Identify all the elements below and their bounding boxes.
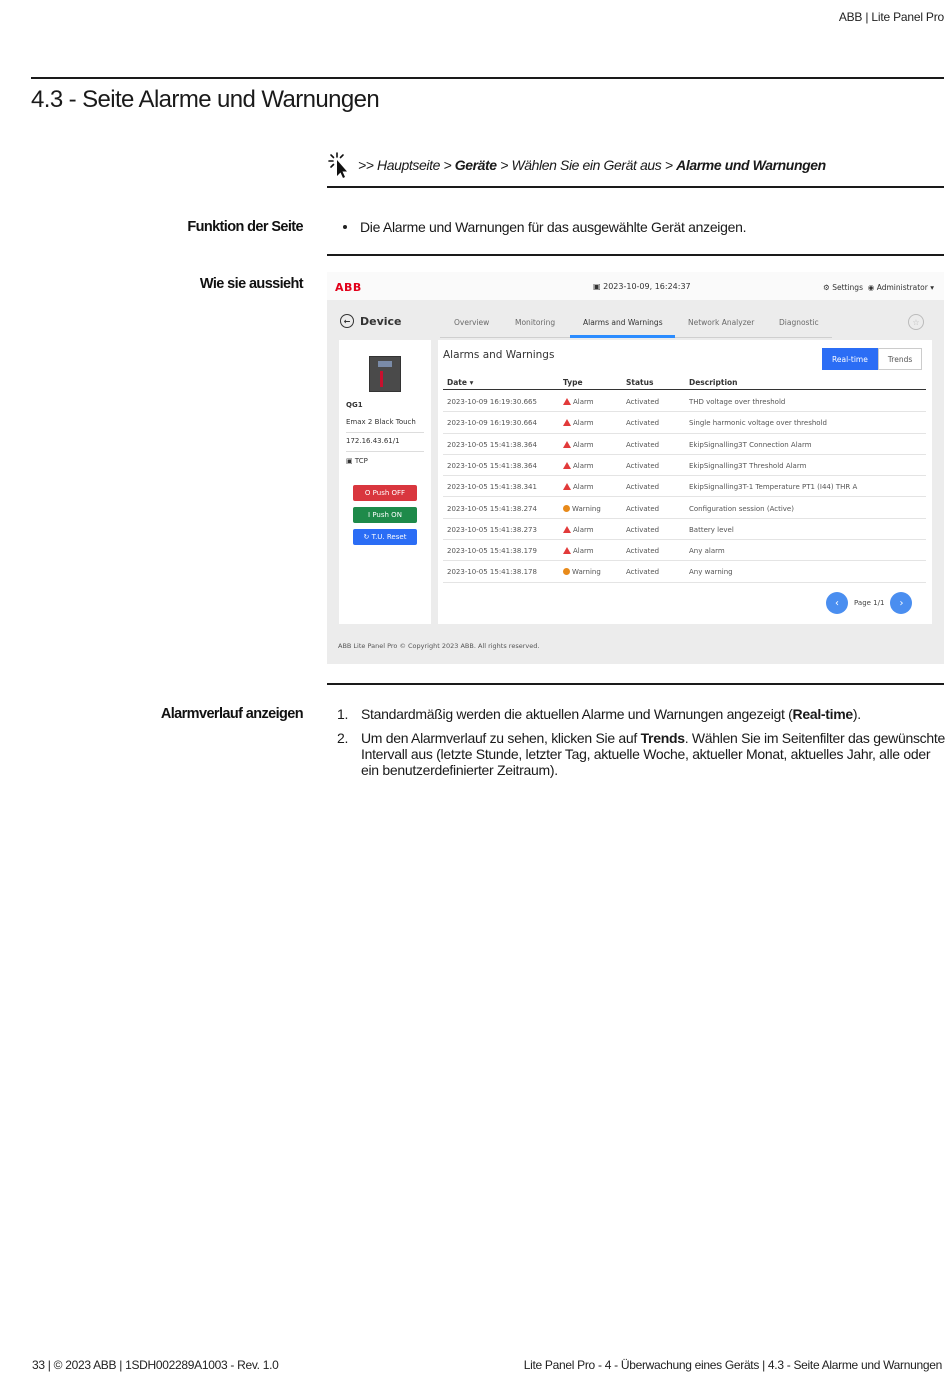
realtime-button[interactable]: Real-time [822, 348, 878, 370]
row-status: Activated [626, 398, 660, 406]
row-status: Activated [626, 547, 660, 556]
admin-link[interactable]: Administrator [876, 283, 928, 292]
row-type-label: Warning [572, 504, 601, 513]
alarm-icon [563, 483, 571, 490]
protocol-text: TCP [354, 457, 368, 465]
user-icon: ◉ [867, 283, 877, 292]
row-description: Any alarm [689, 547, 725, 556]
abb-logo: ABB [335, 281, 362, 294]
alarm-icon [563, 547, 571, 554]
alarm-icon [563, 526, 571, 533]
row-status: Activated [626, 440, 660, 449]
warning-icon [563, 568, 570, 575]
sidebar-divider [346, 451, 424, 452]
prev-page-button[interactable] [826, 592, 848, 614]
alarm-icon [563, 441, 571, 448]
alarm-icon [563, 398, 571, 405]
app-footer: ABB Lite Panel Pro © Copyright 2023 ABB. All rights reserved. [338, 642, 540, 650]
nav-path-text [358, 157, 826, 173]
col-description: Description [689, 378, 738, 387]
row-type [563, 483, 594, 491]
footer-left: 33 | © 2023 ABB | 1SDH002289A1003 - Rev. 1.0 [32, 1358, 279, 1372]
step-2-text [361, 730, 945, 778]
calendar-icon: ▣ [593, 282, 604, 291]
settings-link[interactable]: Settings [832, 283, 863, 292]
row-type [563, 441, 594, 449]
row-date: 2023-10-05 15:41:38.179 [447, 547, 537, 556]
step-2-number: 2. [337, 730, 349, 746]
push-on-button[interactable]: I Push ON [353, 507, 417, 523]
tab-alarms[interactable]: Alarms and Warnings [583, 318, 663, 327]
row-type-label: Alarm [573, 525, 594, 534]
row-status: Activated [626, 419, 660, 428]
table-header [443, 374, 926, 390]
row-status: Activated [626, 504, 660, 513]
row-status: Activated [626, 568, 660, 577]
panel-title: Alarms and Warnings [443, 349, 555, 361]
col-date-label: Date [447, 378, 467, 387]
ui-screenshot [327, 272, 944, 664]
alarm-icon [563, 462, 571, 469]
click-cursor-icon [328, 152, 350, 178]
nav-geraete: Geräte [454, 157, 497, 173]
table-row [443, 412, 926, 433]
row-date: 2023-10-05 15:41:38.178 [447, 568, 537, 577]
step-1-pre: Standardmäßig werden die aktuellen Alarme und Warnungen angezeigt ( [361, 706, 793, 722]
row-type [563, 398, 594, 406]
sidebar-divider [346, 432, 424, 433]
row-description: Single harmonic voltage over threshold [689, 419, 827, 428]
nav-target: Alarme und Warnungen [676, 157, 826, 173]
tab-overview[interactable]: Overview [454, 318, 490, 327]
table-row [443, 540, 926, 561]
next-page-button[interactable] [890, 592, 912, 614]
row-status: Activated [626, 525, 660, 534]
label-aussehen: Wie sie aussieht [199, 276, 303, 292]
device-title: Device [360, 314, 402, 328]
page-title: 4.3 - Seite Alarme und Warnungen [31, 86, 380, 113]
favorite-star-icon[interactable]: ☆ [908, 314, 924, 330]
footer-right: Lite Panel Pro - 4 - Überwachung eines Geräts | 4.3 - Seite Alarme und Warnungen [523, 1358, 942, 1372]
col-date[interactable] [447, 378, 473, 387]
table-row [443, 455, 926, 476]
table-row [443, 561, 926, 582]
device-name: QG1 [346, 401, 363, 409]
row-description: EkipSignalling3T Connection Alarm [689, 440, 812, 449]
row-type-label: Warning [572, 568, 601, 577]
label-verlauf: Alarmverlauf anzeigen [160, 706, 303, 722]
divider [327, 186, 944, 188]
breaker-image [369, 356, 401, 392]
reset-label: T.U. Reset [371, 533, 407, 541]
row-type-label: Alarm [573, 440, 594, 449]
sort-down-icon: ▾ [466, 378, 474, 387]
pagination [826, 592, 912, 614]
row-type-label: Alarm [573, 483, 594, 492]
row-type [563, 505, 601, 513]
row-type [563, 547, 594, 555]
active-tab-indicator [570, 335, 675, 338]
step-2-post: . Wählen Sie im Seitenfilter das gewünschte Intervall aus (letzte Stunde, letzter Tag, aktuelle Woche, aktueller Monat, aktuelles Jahr, alle oder ein benutzerdefinierter Zeitraum). [361, 730, 945, 778]
device-sidebar [339, 340, 431, 624]
tab-monitoring[interactable]: Monitoring [515, 318, 556, 327]
row-type [563, 568, 601, 576]
datetime-text: 2023-10-09, 16:24:37 [603, 282, 691, 291]
row-description: Configuration session (Active) [689, 504, 794, 513]
row-description: EkipSignalling3T-1 Temperature PT1 (I44) THR A [689, 483, 858, 492]
divider [327, 254, 944, 256]
step-2-pre: Um den Alarmverlauf zu sehen, klicken Sie auf [361, 730, 641, 746]
navigation-path [328, 150, 944, 180]
chevron-right-icon: › [899, 597, 904, 609]
row-type [563, 419, 594, 427]
plug-icon: ▣ [346, 457, 355, 465]
gear-icon: ⚙ [823, 283, 833, 292]
back-icon[interactable]: ← [340, 314, 354, 328]
row-description: Any warning [689, 568, 733, 577]
datetime [593, 282, 691, 291]
row-date: 2023-10-05 15:41:38.274 [447, 504, 537, 513]
row-type [563, 526, 594, 534]
table-row [443, 519, 926, 540]
table-row [443, 391, 926, 412]
trends-button[interactable]: Trends [878, 348, 922, 370]
page-indicator: Page 1/1 [854, 599, 885, 607]
row-description: Battery level [689, 525, 734, 534]
divider [327, 683, 944, 685]
funktion-bullet [343, 219, 746, 235]
nav-middle: > Wählen Sie ein Gerät aus > [496, 157, 677, 173]
row-date: 2023-10-05 15:41:38.273 [447, 525, 537, 534]
device-tabs [440, 308, 832, 338]
table-row [443, 434, 926, 455]
device-model: Emax 2 Black Touch [346, 418, 416, 426]
row-description: THD voltage over threshold [689, 398, 786, 406]
chevron-left-icon: ‹ [835, 597, 839, 609]
device-ip: 172.16.43.61/1 [346, 437, 400, 445]
step-1-post: ). [852, 706, 861, 722]
row-description: EkipSignalling3T Threshold Alarm [689, 461, 807, 470]
row-date: 2023-10-09 16:19:30.665 [447, 398, 537, 406]
row-type-label: Alarm [573, 461, 594, 470]
step-1-text [361, 706, 945, 722]
alarm-icon [563, 419, 571, 426]
device-protocol [346, 457, 368, 465]
label-funktion: Funktion der Seite [187, 219, 303, 235]
step-1-number: 1. [337, 706, 349, 722]
tab-diagnostic[interactable]: Diagnostic [779, 318, 819, 327]
reset-icon: ↻ [363, 533, 372, 541]
warning-icon [563, 505, 570, 512]
row-date: 2023-10-09 16:19:30.664 [447, 419, 537, 428]
top-rule [31, 77, 944, 79]
tab-network[interactable]: Network Analyzer [688, 318, 755, 327]
user-menu [823, 283, 934, 292]
nav-prefix: >> Hauptseite > [358, 157, 455, 173]
row-type-label: Alarm [573, 398, 594, 406]
row-date: 2023-10-05 15:41:38.364 [447, 461, 537, 470]
row-date: 2023-10-05 15:41:38.341 [447, 483, 537, 492]
caret-icon: ▾ [927, 283, 934, 292]
row-status: Activated [626, 483, 660, 492]
step-2-bold: Trends [640, 730, 685, 746]
row-date: 2023-10-05 15:41:38.364 [447, 440, 537, 449]
tu-reset-button[interactable] [353, 529, 417, 545]
row-status: Activated [626, 461, 660, 470]
header-brand: ABB | Lite Panel Pro [838, 10, 944, 24]
row-type-label: Alarm [573, 547, 594, 556]
col-type: Type [563, 378, 583, 387]
device-header [340, 314, 402, 328]
col-status: Status [626, 378, 654, 387]
row-type-label: Alarm [573, 419, 594, 428]
row-type [563, 462, 594, 470]
table-row [443, 498, 926, 519]
table-row [443, 476, 926, 497]
bullet-dot [343, 225, 347, 229]
alarms-panel [438, 340, 932, 624]
mode-toggle [822, 348, 922, 370]
funktion-text: Die Alarme und Warnungen für das ausgewählte Gerät anzeigen. [360, 219, 747, 235]
push-off-button[interactable]: O Push OFF [353, 485, 417, 501]
step-1-bold: Real-time [792, 706, 853, 722]
